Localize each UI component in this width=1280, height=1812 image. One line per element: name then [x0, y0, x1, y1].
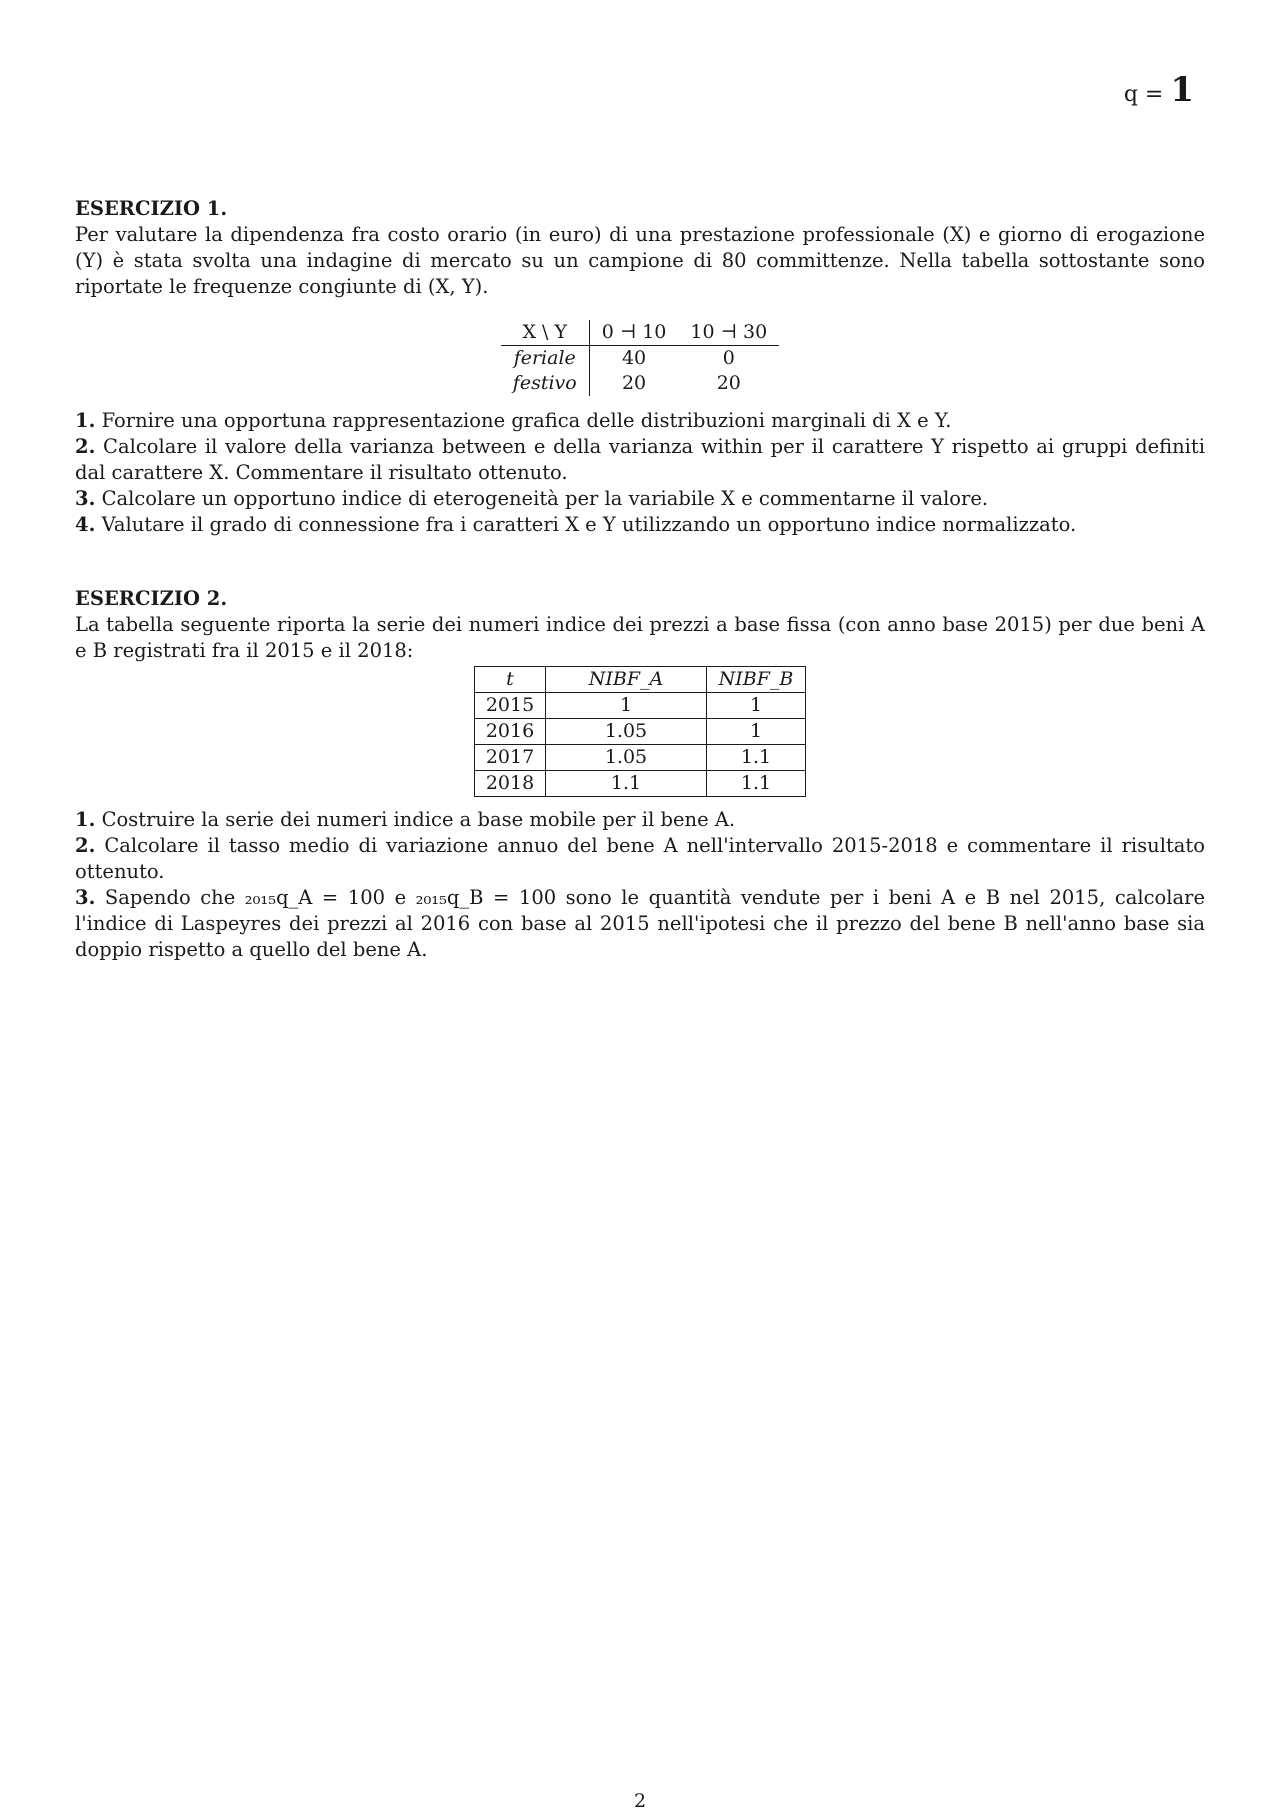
- table-cell: 1.1: [707, 771, 806, 797]
- exercise-2: [75, 586, 1205, 963]
- exercise-1: [75, 196, 1205, 538]
- table-row: [501, 371, 779, 396]
- table-cell: 20: [621, 372, 647, 394]
- list-item: 1. Fornire una opportuna rappresentazione grafica delle distribuzioni marginali di X e Y.: [75, 409, 952, 432]
- table-cell: 1: [546, 693, 707, 719]
- table-col-header: NIBF_B: [707, 667, 806, 693]
- version-prefix: q =: [1123, 82, 1164, 107]
- exercise-2-intro: La tabella seguente riporta la serie dei numeri indice dei prezzi a base fissa (con anno base 2015) per due beni A e B registrati fra il 2015 e il 2018:: [75, 613, 1205, 662]
- table-cell: 1.05: [546, 719, 707, 745]
- exercise-1-intro: Per valutare la dipendenza fra costo orario (in euro) di una prestazione professionale (X) e giorno di erogazione (Y) è stata svolta una indagine di mercato su un campione di 80 committenze. Nella tabella sottostante sono riportate le frequenze congiunte di (X, Y).: [75, 223, 1205, 298]
- table-cell: 20: [716, 372, 741, 394]
- table-cell: 1: [707, 693, 806, 719]
- table-cell: 2016: [475, 719, 546, 745]
- table-cell: 2018: [475, 771, 546, 797]
- exercise-2-questions: [75, 807, 1205, 963]
- table-row: [501, 346, 779, 372]
- table-col-header: t: [475, 667, 546, 693]
- list-item: 2. Calcolare il tasso medio di variazione annuo del bene A nell'intervallo 2015-2018 e commentare il risultato ottenuto.: [75, 834, 1206, 883]
- table-col-header: 0 ⊣ 10: [589, 320, 678, 346]
- table-corner: X \ Y: [501, 320, 589, 346]
- table-row: [475, 745, 806, 771]
- list-item: 3. Sapendo che ₂₀₁₅q_A = 100 e ₂₀₁₅q_B = 100 sono le quantità vendute per i beni A e B nel 2015, calcolare l'indice di Laspeyres dei prezzi al 2016 con base al 2015 nell'ipotesi che il prezzo del bene B nell'anno base sia doppio rispetto a quello del bene A.: [75, 886, 1205, 961]
- table-row-label: feriale: [501, 346, 589, 372]
- exercise-2-title: ESERCIZIO 2.: [75, 587, 228, 610]
- index-numbers-table: [474, 666, 806, 797]
- table-cell: 0: [722, 347, 735, 369]
- table-row-label: festivo: [501, 371, 589, 396]
- joint-frequency-table: [501, 320, 779, 396]
- table-row: [475, 719, 806, 745]
- table-cell: 40: [621, 347, 647, 369]
- table-cell: 2015: [475, 693, 546, 719]
- version-value: 1: [1170, 70, 1194, 110]
- list-item: 4. Valutare il grado di connessione fra i caratteri X e Y utilizzando un opportuno indice normalizzato.: [75, 513, 1077, 536]
- table-cell: 1.1: [546, 771, 707, 797]
- table-col-header: 10 ⊣ 30: [678, 320, 779, 346]
- table-cell: 2017: [475, 745, 546, 771]
- page-number: 2: [633, 1790, 647, 1812]
- table-cell: 1: [707, 719, 806, 745]
- table-row: [475, 693, 806, 719]
- list-item: 3. Calcolare un opportuno indice di eterogeneità per la variabile X e commentarne il valore.: [75, 487, 989, 510]
- exercise-1-title: ESERCIZIO 1.: [75, 197, 228, 220]
- exercise-1-questions: [75, 408, 1205, 538]
- table-cell: 1.05: [546, 745, 707, 771]
- table-row: [475, 771, 806, 797]
- version-label: [1124, 70, 1194, 110]
- table-cell: 1.1: [707, 745, 806, 771]
- table-col-header: NIBF_A: [546, 667, 707, 693]
- list-item: 2. Calcolare il valore della varianza between e della varianza within per il carattere Y rispetto ai gruppi definiti dal carattere X. Commentare il risultato ottenuto.: [75, 435, 1205, 484]
- list-item: 1. Costruire la serie dei numeri indice a base mobile per il bene A.: [75, 808, 736, 831]
